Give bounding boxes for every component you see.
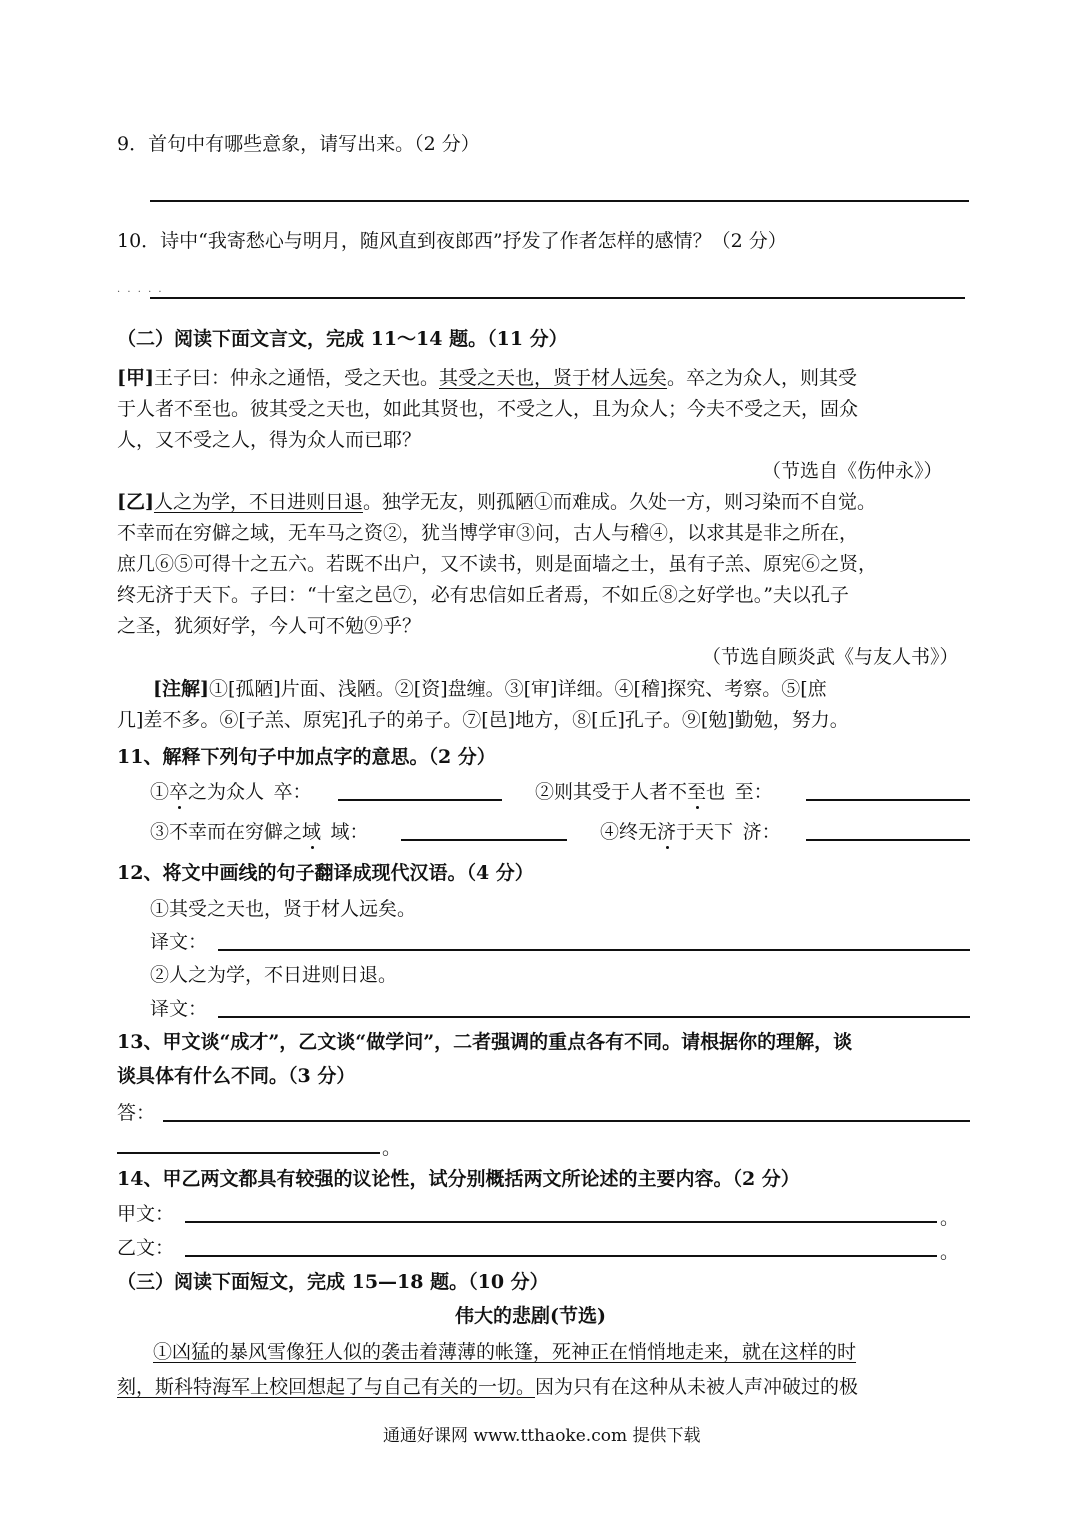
q10-text: 10．诗中“我寄愁心与明月，随风直到夜郎西”抒发了作者怎样的感情？（2 分） xyxy=(117,230,787,252)
yi-line-5: 之圣，犹须好学，今人可不勉⑨乎？ xyxy=(117,615,422,637)
q11-blank-3[interactable] xyxy=(401,839,567,841)
q11-blank-4[interactable] xyxy=(806,839,970,841)
q13-answer-label: 答： xyxy=(117,1102,156,1124)
q11-blank-1[interactable] xyxy=(338,799,502,801)
q12-sentence-2: ②人之为学，不日进则日退。 xyxy=(150,964,398,986)
q14-yi-end: 。 xyxy=(940,1241,960,1263)
dotted-char: 至 xyxy=(687,781,707,803)
jia-line-2: 于人者不至也。彼其受之天也，如此其贤也，不受之人，且为众人；今夫不受之天，固众 xyxy=(117,398,859,420)
footer-text: 通通好课网 www.tthaoke.com 提供下载 xyxy=(383,1426,701,1446)
yi-line-2: 不幸而在穷僻之域，无车马之资②，犹当博学审③问，古人与稽④，以求其是非之所在， xyxy=(117,522,859,544)
dotted-char: 域 xyxy=(302,821,322,843)
section-2-heading: （二）阅读下面文言文，完成 11～14 题。（11 分） xyxy=(117,328,568,350)
q13-line-2: 谈具体有什么不同。（3 分） xyxy=(117,1065,356,1087)
jia-underlined-sentence: 其受之天也，贤于材人远矣 xyxy=(439,367,668,389)
yi-source: （节选自顾炎武《与友人书》） xyxy=(702,646,959,668)
dotted-char: 卒 xyxy=(169,781,189,803)
q12-answer-line-2[interactable] xyxy=(218,1016,970,1018)
yi-underlined-sentence: 人之为学，不日进则日退 xyxy=(153,491,363,513)
yi-line-3: 庶几⑥⑤可得十之五六。若既不出户，又不读书，则是面墙之士，虽有子羔、原宪⑥之贤， xyxy=(117,553,878,575)
dotted-char: 济 xyxy=(657,821,677,843)
q12-sentence-1: ①其受之天也，贤于材人远矣。 xyxy=(150,898,417,920)
q13-answer-line-2[interactable] xyxy=(117,1152,380,1154)
q11-blank-2[interactable] xyxy=(806,799,970,801)
notes-line-1: [注解]①[孤陋]片面、浅陋。②[资]盘缠。③[审]详细。④[稽]探究、考察。⑤[庶 xyxy=(153,678,827,700)
q13-end-mark: 。 xyxy=(382,1137,402,1159)
jia-p1b: 。卒之为众人，则其受 xyxy=(667,367,858,389)
q12-label-1: 译文： xyxy=(150,931,208,953)
q13-answer-line-1[interactable] xyxy=(163,1120,970,1122)
jia-p1a: 王子曰：仲永之通悟，受之天也。 xyxy=(153,367,439,389)
q11-item-1: ①卒之为众人 卒： xyxy=(150,781,312,803)
jia-line-1 xyxy=(117,366,857,390)
yi-line-1 xyxy=(117,490,876,514)
q11-item-3: ③不幸而在穷僻之域 域： xyxy=(150,821,369,843)
q12-answer-line-1[interactable] xyxy=(218,949,970,951)
section-3-heading: （三）阅读下面短文，完成 15—18 题。（10 分） xyxy=(117,1271,549,1293)
jia-tag: [甲] xyxy=(117,367,154,389)
q11-item-2: ②则其受于人者不至也 至： xyxy=(535,781,773,803)
article-line-2: 刻，斯科特海军上校回想起了与自己有关的一切。因为只有在这种从未被人声冲破过的极 xyxy=(117,1376,859,1398)
article-line-1: ①凶猛的暴风雪像狂人似的袭击着薄薄的帐篷，死神正在悄悄地走来，就在这样的时 xyxy=(153,1341,857,1363)
q12-heading: 12、将文中画线的句子翻译成现代汉语。（4 分） xyxy=(117,862,534,884)
q14-jia-end: 。 xyxy=(940,1207,960,1229)
q11-item-4: ④终无济于天下 济： xyxy=(600,821,781,843)
article-title: 伟大的悲剧(节选) xyxy=(455,1305,606,1327)
q9-answer-line[interactable] xyxy=(150,200,969,202)
q10-leader-dots: · · · · · xyxy=(117,287,164,298)
notes-label: [注解] xyxy=(153,678,209,700)
yi-p1b: 。独学无友，则孤陋①而难成。久处一方，则习染而不自觉。 xyxy=(363,491,877,513)
jia-source: （节选自《伤仲永》） xyxy=(762,460,943,482)
q14-yi-line[interactable] xyxy=(185,1255,937,1257)
q10-answer-line[interactable] xyxy=(150,297,965,299)
yi-line-4: 终无济于天下。子曰：“十室之邑⑦，必有忠信如丘者焉，不如丘⑧之好学也。”夫以孔子 xyxy=(117,584,849,606)
q13-line-1: 13、甲文谈“成才”，乙文谈“做学问”，二者强调的重点各有不同。请根据你的理解，谈 xyxy=(117,1031,853,1053)
jia-line-3: 人，又不受之人，得为众人而已耶？ xyxy=(117,429,422,451)
q9-text: 9．首句中有哪些意象，请写出来。（2 分） xyxy=(117,133,480,155)
q14-jia-line[interactable] xyxy=(185,1221,937,1223)
q14-heading: 14、甲乙两文都具有较强的议论性，试分别概括两文所论述的主要内容。（2 分） xyxy=(117,1168,800,1190)
q14-jia-label: 甲文： xyxy=(117,1203,175,1225)
q14-yi-label: 乙文： xyxy=(117,1237,175,1259)
q12-label-2: 译文： xyxy=(150,998,208,1020)
q11-heading: 11、解释下列句子中加点字的意思。（2 分） xyxy=(117,746,496,768)
notes-line-2: 几]差不多。⑥[子羔、原宪]孔子的弟子。⑦[邑]地方，⑧[丘]孔子。⑨[勉]勤勉，努力。 xyxy=(117,709,849,731)
yi-tag: [乙] xyxy=(117,491,154,513)
